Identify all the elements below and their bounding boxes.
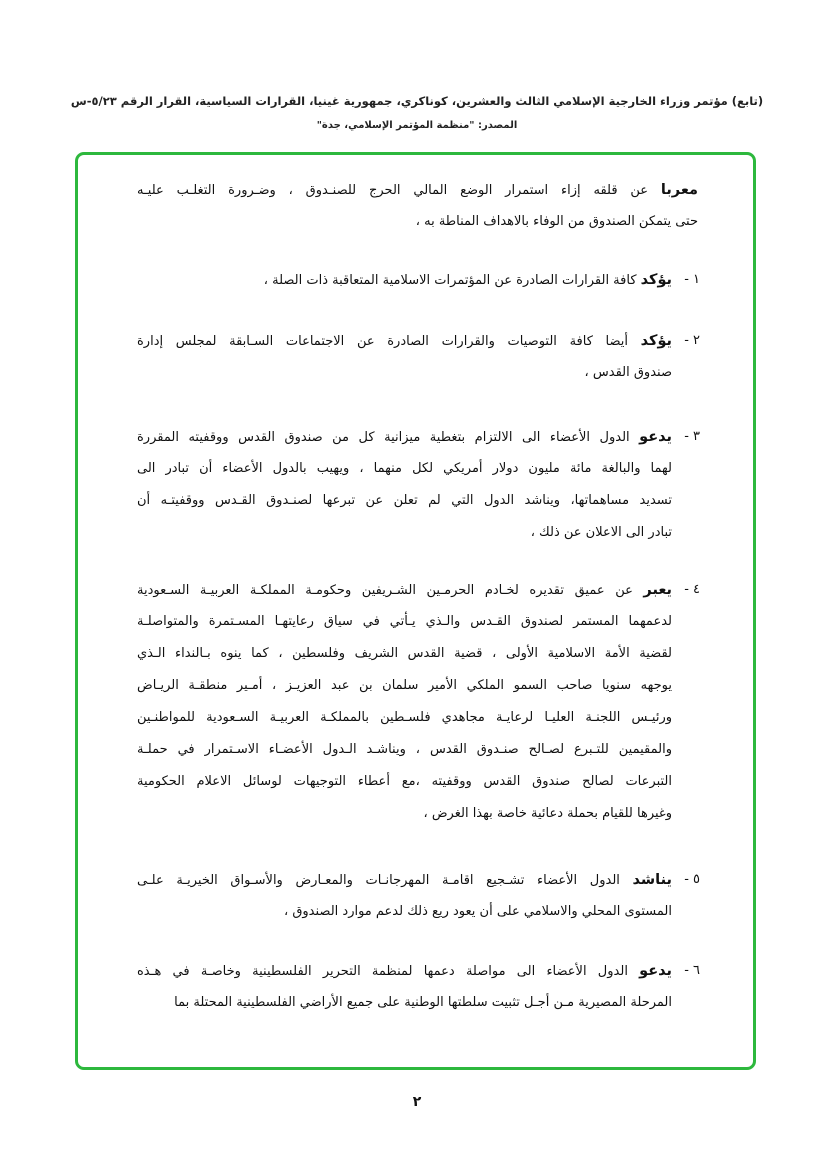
item-number: ٥ - (684, 872, 700, 887)
item-number: ٢ - (684, 333, 700, 348)
item-line: يوجهه سنويا صاحب السمو الملكي الأمير سلمان بن عبد العزيـز ، أمـير منطقـة الريـاض (137, 678, 672, 693)
resolution-item (137, 574, 672, 830)
document-header-title: (تابع) مؤتمر وزراء الخارجية الإسلامي الثالث والعشرين، كوناكري، جمهورية غينيا، القرارات السياسية، القرار الرقم ٥/٢٣-س (70, 94, 764, 108)
intro-line: عن قلقه إزاء استمرار الوضع المالي الحرج للصنـدوق ، وضـرورة التغلـب عليـه (137, 183, 661, 198)
item-number: ٤ - (684, 582, 700, 597)
item-keyword: يناشد (632, 872, 672, 888)
item-keyword: يؤكد (640, 333, 672, 349)
item-keyword: يعبر (643, 582, 672, 598)
intro-keyword: معربا (660, 182, 698, 198)
item-line (137, 421, 672, 453)
item-number: ٦ - (684, 963, 700, 978)
intro-line: حتى يتمكن الصندوق من الوفاء بالاهداف المناطة به ، (415, 214, 698, 229)
item-text: عن عميق تقديره لخـادم الحرمـين الشـريفين وحكومـة المملكـة العربيـة السـعودية (137, 583, 644, 598)
item-text: كافة القرارات الصادرة عن المؤتمرات الاسلامية المتعاقبة ذات الصلة ، (263, 273, 641, 288)
item-text: الدول الأعضاء الى مواصلة دعمها لمنظمة التحرير الفلسطينية وخاصـة في هـذه (137, 964, 640, 979)
item-line: وغيرها للقيام بحملة دعائية خاصة بهذا الغرض ، (423, 806, 672, 821)
item-line: لدعمهما المستمر لصندوق القـدس والـذي يـأتي في سياق رعايتهـا المسـتمرة والمتواصلـة (137, 614, 672, 629)
item-line (137, 325, 672, 357)
document-source: المصدر: "منظمة المؤتمر الإسلامي، جدة" (316, 120, 518, 131)
item-keyword: يدعو (639, 963, 672, 979)
item-line: تبادر الى الاعلان عن ذلك ، (530, 525, 672, 540)
item-keyword: يؤكد (640, 272, 672, 288)
item-line: التبرعات لصالح صندوق القدس ووقفيته ،مع أعطاء التوجيهات لوسائل الاعلام الحكومية (137, 774, 672, 789)
item-line: ورئيـس اللجنـة العليـا لرعايـة مجاهدي فلسـطين بالمملكـة العربيـة السـعودية للمواطنـين (137, 710, 672, 725)
item-line: المرحلة المصيرية مـن أجـل تثبيت سلطتها الوطنية على جميع الأراضي الفلسطينية المحتلة بما (174, 995, 672, 1010)
item-line: تسديد مساهماتها، ويناشد الدول التي لم تعلن عن تبرعها لصنـدوق القـدس ووقفيتـه أن (137, 493, 672, 508)
item-text: الدول الأعضاء تشـجيع اقامـة المهرجانـات والمعـارض والأسـواق الخيريـة علـى (137, 873, 633, 888)
item-keyword: يدعو (639, 429, 672, 445)
item-line (137, 264, 672, 296)
item-line (137, 574, 672, 606)
resolution-item (137, 955, 672, 1019)
resolution-item (137, 325, 672, 389)
item-line (137, 864, 672, 896)
resolution-item (137, 864, 672, 928)
intro-paragraph (137, 174, 698, 238)
item-text: أيضا كافة التوصيات والقرارات الصادرة عن الاجتماعات السـابقة لمجلس إدارة (137, 334, 641, 349)
item-line: صندوق القدس ، (584, 365, 672, 380)
item-number: ٣ - (684, 429, 700, 444)
resolution-item (137, 264, 672, 296)
item-line: والمقيمين للتـبرع لصـالح صنـدوق القدس ، ويناشـد الـدول الأعضـاء الاسـتمرار في حملـة (137, 742, 672, 757)
item-line: المستوى المحلي والاسلامي على أن يعود ريع ذلك لدعم موارد الصندوق ، (283, 904, 672, 919)
item-line: لهما والبالغة مائة مليون دولار أمريكي لكل منهما ، ويهيب بالدول الأعضاء أن تبادر الى (137, 461, 672, 476)
resolution-item (137, 421, 672, 549)
item-line: لقضية الأمة الاسلامية الأولى ، قضية القدس الشريف وفلسطين ، كما ينوه بـالنداء الـذي (137, 646, 672, 661)
item-number: ١ - (684, 272, 700, 287)
item-line (137, 955, 672, 987)
page-number: ٢ (412, 1094, 422, 1110)
item-text: الدول الأعضاء الى الالتزام بتغطية ميزانية كل من صندوق القدس ووقفيته المقررة (137, 430, 640, 445)
